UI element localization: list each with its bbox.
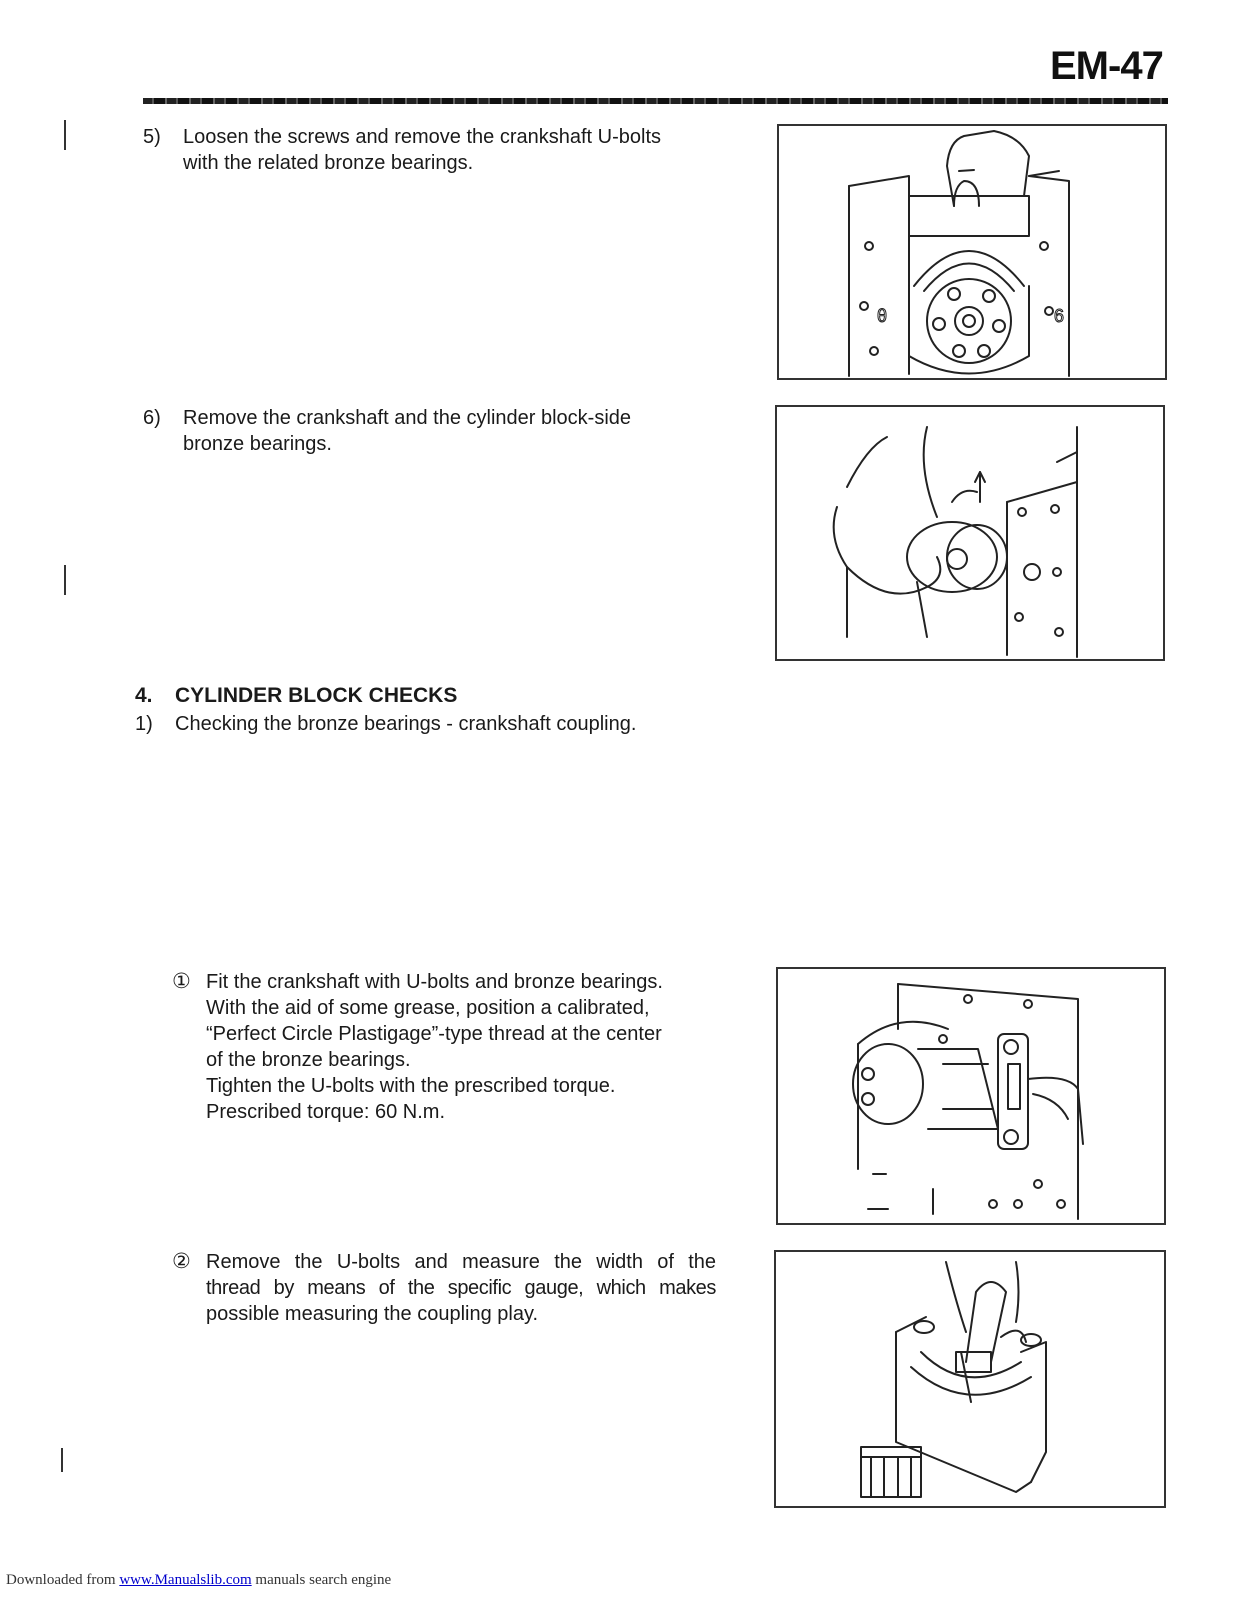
- manualslib-link[interactable]: www.Manualslib.com: [119, 1572, 252, 1588]
- step-number: 6): [143, 407, 161, 429]
- figure-ubolt-removal-drawing: [779, 126, 1165, 378]
- figure-plastigage-fitting: [776, 967, 1166, 1225]
- substep-line: Tighten the U-bolts with the prescribed torque.: [206, 1075, 616, 1097]
- substep-line: of the bronze bearings.: [206, 1049, 411, 1071]
- subsection-text: Checking the bronze bearings - crankshaft coupling.: [175, 713, 637, 735]
- substep-1: [172, 969, 717, 1129]
- substep-line: possible measuring the coupling play.: [206, 1303, 539, 1325]
- svg-text:6: 6: [1054, 306, 1065, 326]
- substep-line: Remove the U-bolts and measure the width of the: [206, 1251, 716, 1273]
- subsection-number: 1): [135, 713, 153, 735]
- figure-crankshaft-removal: [775, 405, 1165, 661]
- step-line: Remove the crankshaft and the cylinder block-side: [183, 407, 632, 429]
- figure-ubolt-removal: [777, 124, 1167, 380]
- page-number: EM-47: [1050, 44, 1163, 88]
- substep-line: “Perfect Circle Plastigage”-type thread at the center: [206, 1023, 662, 1045]
- footer-suffix: manuals search engine: [251, 1572, 392, 1588]
- figure-plastigage-fitting-drawing: [778, 969, 1164, 1223]
- step-line: bronze bearings.: [183, 433, 332, 455]
- svg-text:θ: θ: [877, 306, 888, 326]
- substep-2: [172, 1249, 717, 1329]
- header-rule: [143, 98, 1168, 104]
- step-5: [143, 124, 713, 184]
- section-title: CYLINDER BLOCK CHECKS: [175, 684, 458, 707]
- section-heading: [135, 684, 457, 708]
- footer-prefix: Downloaded from: [6, 1572, 120, 1588]
- step-line: Loosen the screws and remove the crankshaft U-bolts: [183, 126, 662, 148]
- section-number: 4.: [135, 684, 153, 707]
- substep-line: With the aid of some grease, position a calibrated,: [206, 997, 650, 1019]
- download-footer: [6, 1572, 391, 1589]
- margin-mark: [64, 565, 66, 595]
- margin-mark: [64, 120, 66, 150]
- substep-marker: ②: [172, 1250, 191, 1273]
- substep-marker: ①: [172, 970, 191, 993]
- step-number: 5): [143, 126, 161, 148]
- step-6: [143, 405, 713, 465]
- figure-crankshaft-removal-drawing: [777, 407, 1163, 659]
- margin-mark: [61, 1448, 63, 1472]
- step-line: with the related bronze bearings.: [183, 152, 474, 174]
- figure-gauge-measurement: [774, 1250, 1166, 1508]
- substep-line: thread by means of the specific gauge, which makes: [206, 1277, 716, 1299]
- substep-line: Prescribed torque: 60 N.m.: [206, 1101, 445, 1123]
- subsection: [135, 713, 636, 736]
- substep-line: Fit the crankshaft with U-bolts and bronze bearings.: [206, 971, 663, 993]
- figure-gauge-measurement-drawing: [776, 1252, 1164, 1506]
